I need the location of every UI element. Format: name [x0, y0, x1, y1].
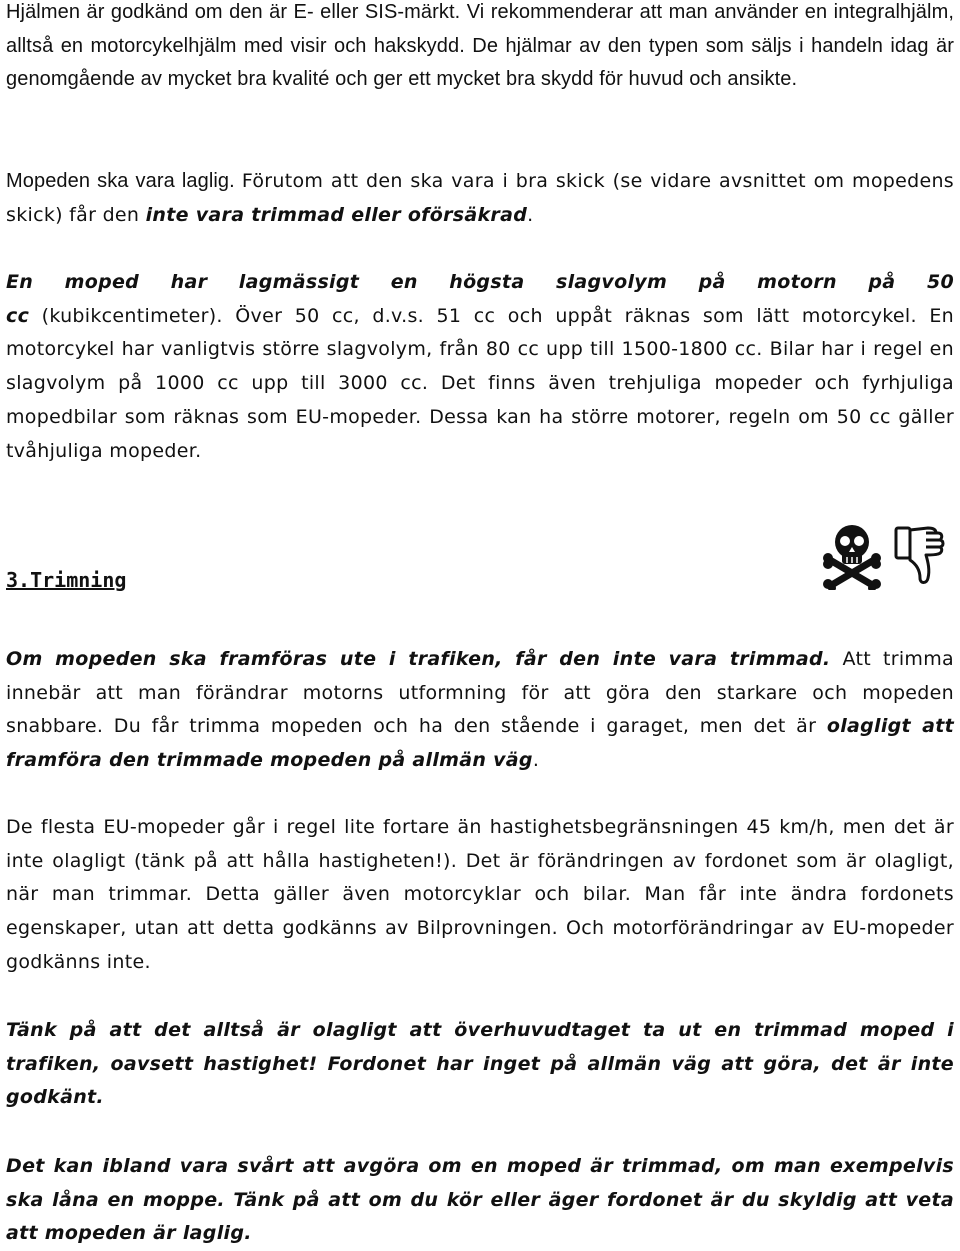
thumbs-down-icon	[896, 528, 943, 583]
skull-crossbones-icon	[823, 525, 881, 590]
engine-volume-body: (kubikcentimeter). Över 50 cc, d.v.s. 51 cc och uppåt räknas som lätt motorcykel. En motorcykel har vanligtvis större slagvolym, från 80 cc upp till 1500-1800 cc. Bilar har i regel en slagvolym på 1000 cc upp till 3000 cc. Det finns även trehjuliga mopeder och fyrhjuliga mopedbilar som räknas som EU-mopeder. Dessa kan ha större motorer, regeln om 50 cc gäller tvåhjuliga mopeder.	[6, 304, 954, 462]
eu-mopeds-text: De flesta EU-mopeder går i regel lite fortare än hastighetsbegränsningen 45 km/h, men det är inte olagligt (tänk på att hålla hastigheten!). Det är förändringen av fordonet som är olagligt, när man trimmar. Detta gäller även motorcyklar och bilar. Man får inte ändra fordonets egenskaper, utan att detta godkänns av Bilprovningen. Och motorförändringar av EU-mopeder godkänns inte.	[6, 816, 954, 973]
illegal-warning-text: Tänk på att det alltså är olagligt att överhuvudtaget ta ut en trimmad moped i trafiken, oavsett hastighet! Fordonet har inget på allmän väg att göra, det är inte godkänt.	[6, 1019, 954, 1109]
engine-volume-emphasis: En moped har lagmässigt en högsta slagvolym på motorn på 50 cc	[6, 271, 954, 327]
borrowing-text: Det kan ibland vara svårt att avgöra om en moped är trimmad, om man exempelvis ska låna en moppe. Tänk på att om du kör eller äger fordonet är du skyldig att veta att mopeden är laglig.	[6, 1155, 954, 1245]
section-heading-trimning: 3.Trimning	[6, 568, 127, 592]
paragraph-helmet-text: Hjälmen är godkänd om den är E- eller SIS-märkt. Vi rekommenderar att man använder en integralhjälm, alltså en motorcykelhjälm med visir och hakskydd. De hjälmar av den typen som säljs i handeln idag är genomgående av mycket bra kvalité och ger ett mycket bra skydd för huvud och ansikte.	[6, 1, 954, 91]
paragraph-engine-volume	[6, 266, 954, 468]
legal-moped-lead: Mopeden ska vara laglig.	[6, 170, 242, 192]
paragraph-borrowing	[6, 1150, 954, 1251]
warning-icons	[822, 520, 952, 590]
trimming-illegal-emphasis: olagligt att framföra den trimmade mopeden på allmän väg	[6, 715, 954, 772]
legal-moped-emphasis: inte vara trimmad eller oförsäkrad	[145, 203, 528, 226]
paragraph-illegal-warning	[6, 1014, 954, 1115]
trimming-emphasis: Om mopeden ska framföras ute i trafiken, får den inte vara trimmad.	[6, 648, 831, 670]
trimming-end: .	[532, 749, 540, 772]
paragraph-trimming	[6, 643, 954, 778]
paragraph-helmet	[6, 0, 954, 97]
paragraph-legal-moped	[6, 165, 954, 232]
trimming-body: Att trimma innebär att man förändrar motorns utformning för att göra den starkare och mopeden snabbare. Du får trimma mopeden och ha den stående i garaget, men det är	[6, 648, 954, 738]
legal-moped-end: .	[527, 203, 534, 226]
legal-moped-body: Förutom att den ska vara i bra skick (se vidare avsnittet om mopedens skick) får den	[6, 170, 954, 226]
paragraph-eu-mopeds	[6, 811, 954, 980]
